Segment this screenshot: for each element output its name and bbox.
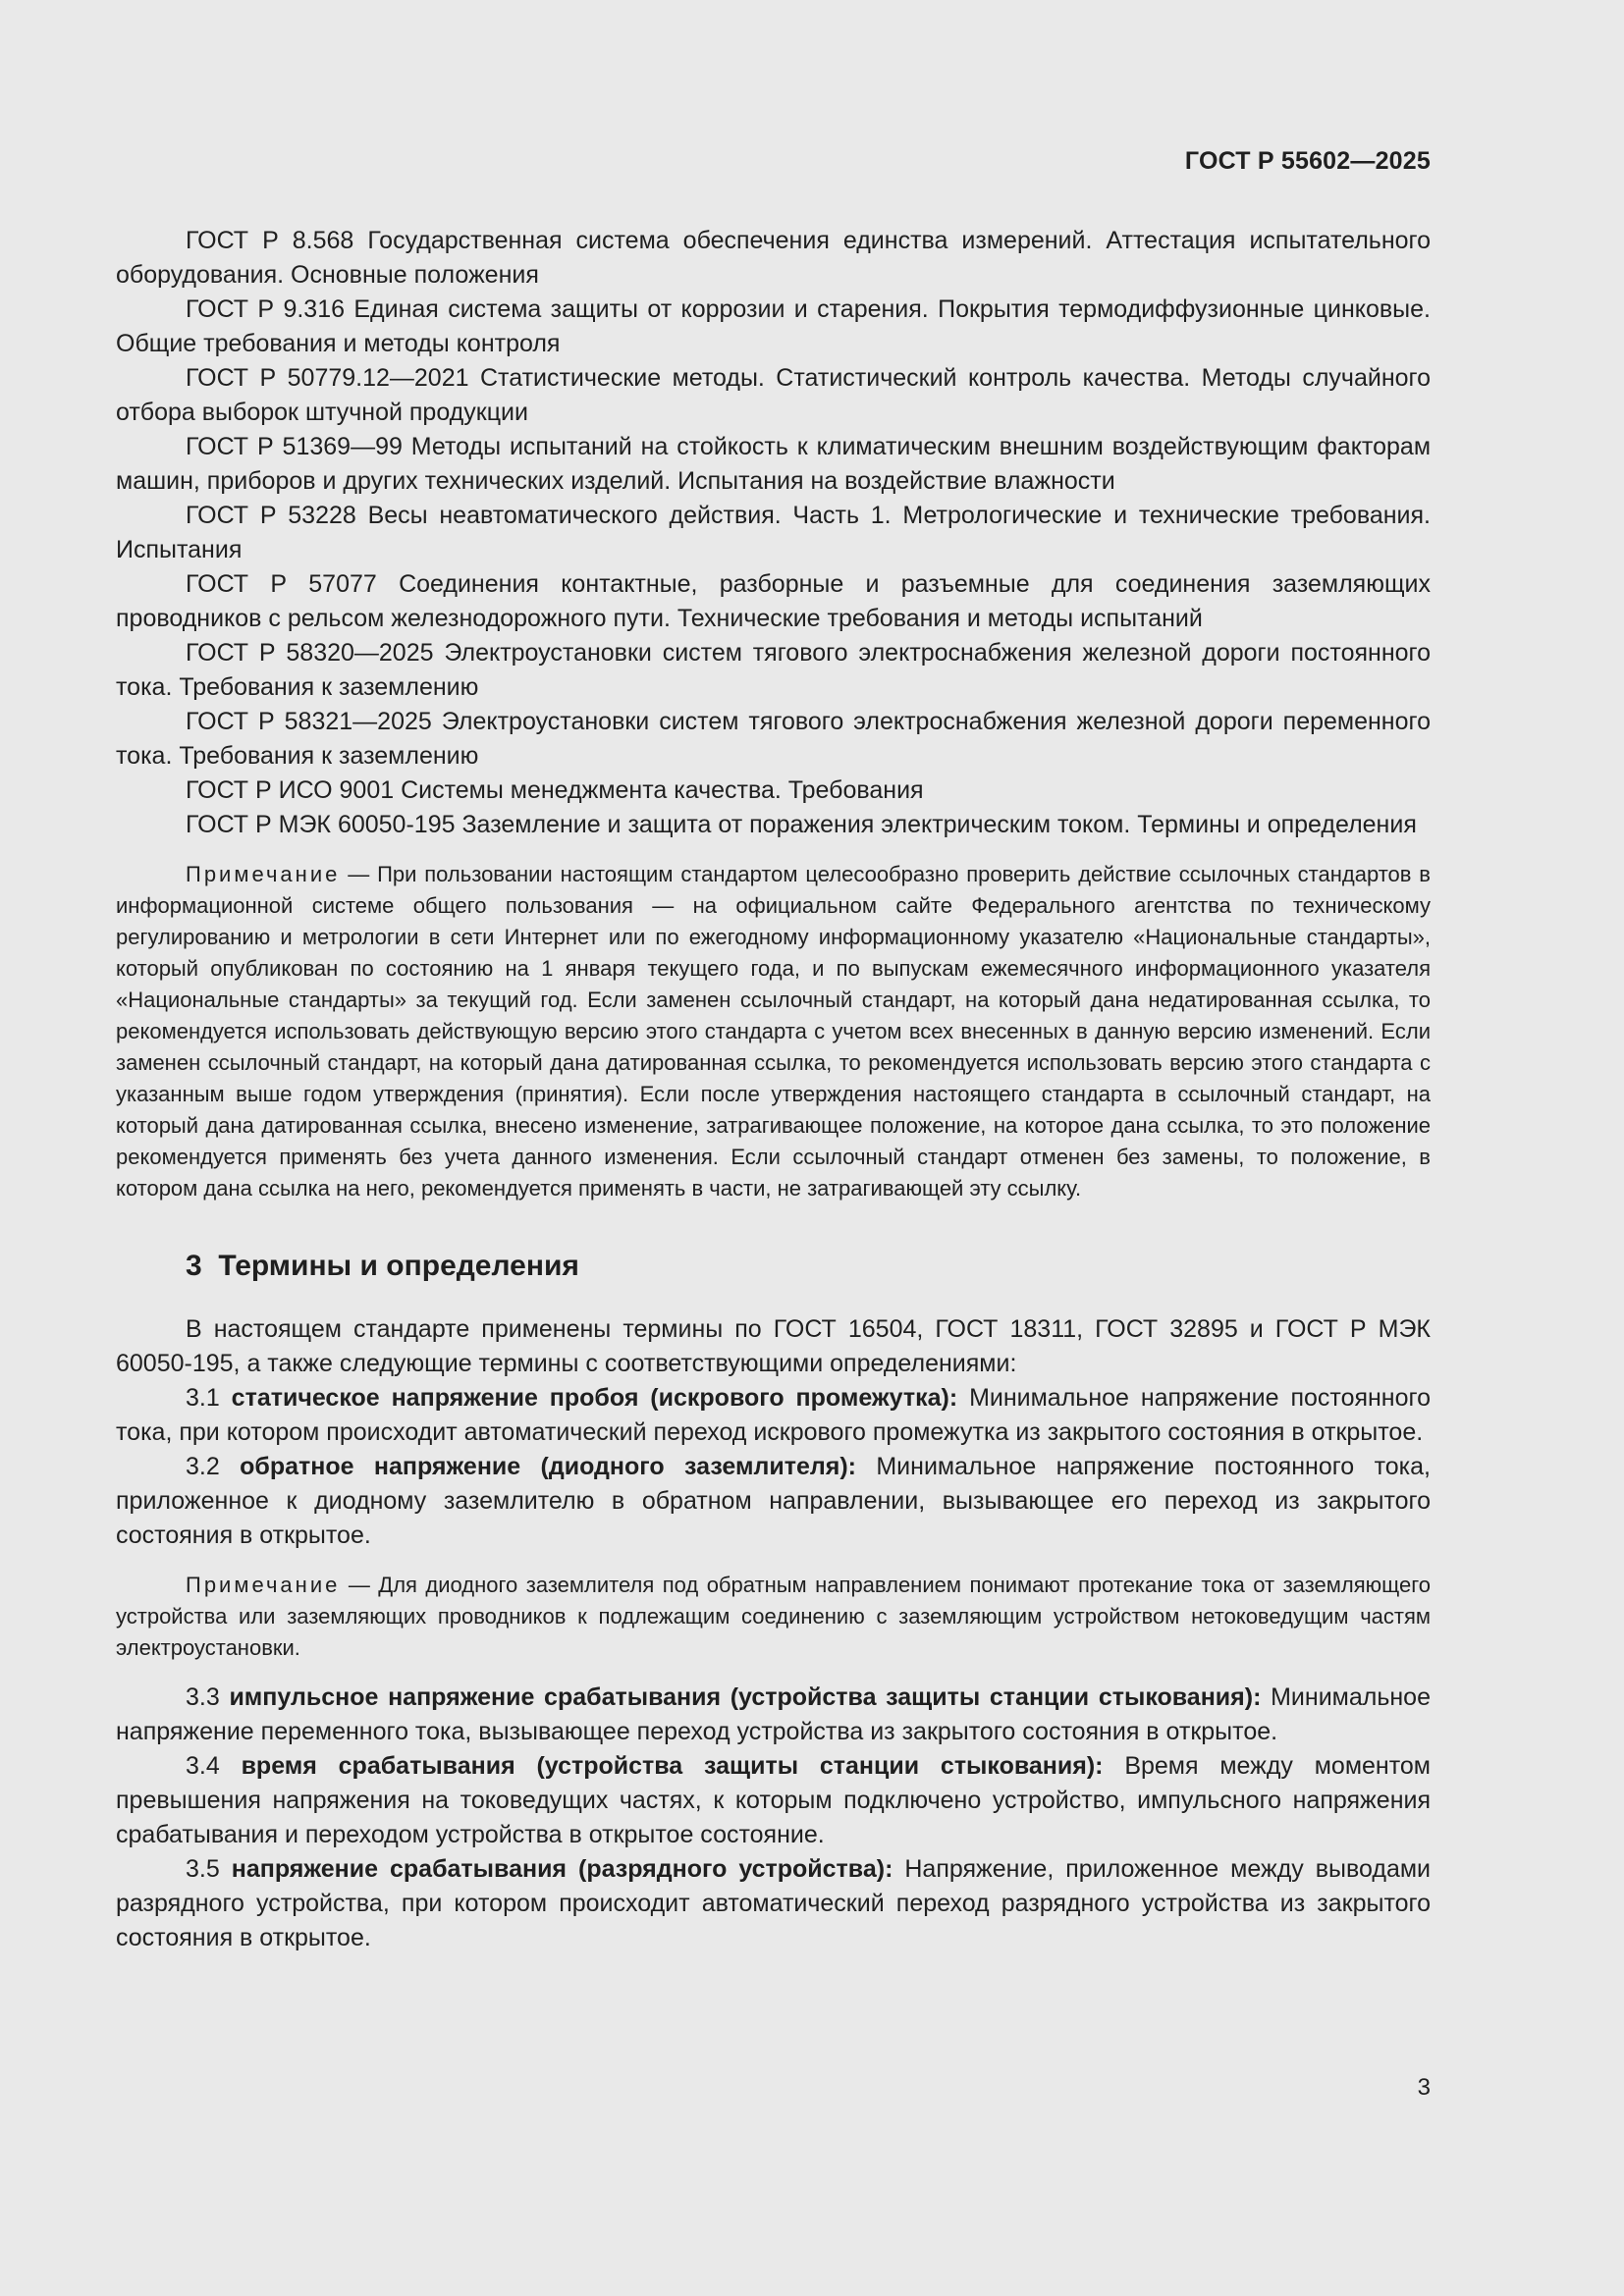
term-name: время срабатывания (устройства защиты станции стыкования): [241, 1752, 1104, 1780]
term-name: обратное напряжение (диодного заземлителя): [240, 1453, 856, 1480]
reference-title: Статистические методы. Статистический контроль качества. Методы случайного отбора выборок штучной продукции [116, 364, 1432, 426]
reference-title: Государственная система обеспечения единства измерений. Аттестация испытательного оборудования. Основные положения [116, 227, 1431, 289]
term-name: напряжение срабатывания (разрядного устройства): [231, 1855, 893, 1883]
section-heading [186, 1247, 1431, 1286]
reference-entry [116, 705, 1431, 774]
reference-title: Единая система защиты от коррозии и старения. Покрытия термодиффузионные цинковые. Общие требования и методы контроля [116, 295, 1431, 357]
term-definition: Минимальное напряжение постоянного тока, при котором происходит автоматический переход искрового промежутка из закрытого состояния в открытое. [116, 1384, 1431, 1446]
reference-entry [116, 430, 1431, 499]
note-label: Примечание [186, 1573, 341, 1597]
reference-code: ГОСТ Р 58321—2025 [186, 708, 432, 735]
page-content [116, 224, 1431, 1955]
reference-entry [116, 567, 1431, 636]
reference-title: Электроустановки систем тягового электроснабжения железной дороги переменного тока. Требования к заземлению [116, 708, 1431, 770]
reference-title: Соединения контактные, разборные и разъемные для соединения заземляющих проводников с рельсом железнодорожного пути. Технические требования и методы испытаний [116, 570, 1431, 632]
reference-code: ГОСТ Р 50779.12—2021 [186, 364, 469, 392]
section-title: Термины и определения [218, 1250, 579, 1282]
note-text: — При пользовании настоящим стандартом целесообразно проверить действие ссылочных стандартов в информационной системе общего пользования — на официальном сайте Федерального агентства по техническому регулированию и метрологии в сети Интернет или по ежегодному информационному указателю «Национальные стандарты», который опубликован по состоянию на 1 января текущего года, и по выпускам ежемесячного информационного указателя «Национальные стандарты» за текущий год. Если заменен ссылочный стандарт, на который дана недатированная ссылка, то рекомендуется использовать действующую версию этого стандарта с учетом всех внесенных в данную версию изменений. Если заменен ссылочный стандарт, на который дана датированная ссылка, то рекомендуется использовать версию этого стандарта с указанным выше годом утверждения (принятия). Если после утверждения настоящего стандарта в ссылочный стандарт, на который дана датированная ссылка, внесено изменение, затрагивающее положение, на которое дана ссылка, то это положение рекомендуется применять без учета данного изменения. Если ссылочный стандарт отменен без замены, то положение, в котором дана ссылка на него, рекомендуется применять в части, не затрагивающей эту ссылку. [116, 862, 1431, 1201]
reference-title: Методы испытаний на стойкость к климатическим внешним воздействующим факторам машин, приборов и других технических изделий. Испытания на воздействие влажности [116, 433, 1432, 495]
term-entry [116, 1381, 1431, 1450]
reference-title: Весы неавтоматического действия. Часть 1. Метрологические и технические требования. Испытания [116, 502, 1431, 563]
page-number: 3 [1417, 2074, 1431, 2101]
reference-code: ГОСТ Р 57077 [186, 570, 377, 598]
term-entry [116, 1450, 1431, 1553]
term-definition: Минимальное напряжение переменного тока, вызывающее переход устройства из закрытого состояния в открытое. [116, 1683, 1431, 1745]
reference-entry [116, 808, 1431, 842]
section-intro: В настоящем стандарте применены термины по ГОСТ 16504, ГОСТ 18311, ГОСТ 32895 и ГОСТ Р МЭК 60050-195, а также следующие термины с соответствующими определениями: [116, 1315, 1431, 1377]
reference-entry [116, 361, 1431, 430]
term-number: 3.3 [186, 1683, 220, 1711]
term-number: 3.2 [186, 1453, 220, 1480]
note-text: — Для диодного заземлителя под обратным направлением понимают протекание тока от заземляющего устройства или заземляющих проводников к подлежащим соединению с заземляющим устройством нетоковедущим частям электроустановки. [116, 1573, 1431, 1660]
term-number: 3.5 [186, 1855, 220, 1883]
reference-title: Системы менеджмента качества. Требования [401, 776, 924, 804]
section-number: 3 [186, 1250, 202, 1282]
reference-entry [116, 293, 1431, 361]
reference-code: ГОСТ Р ИСО 9001 [186, 776, 395, 804]
term-definition: Напряжение, приложенное между выводами разрядного устройства, при котором происходит автоматический переход разрядного устройства из закрытого состояния в открытое. [116, 1855, 1431, 1951]
term-note [116, 1570, 1431, 1664]
term-number: 3.1 [186, 1384, 220, 1412]
term-name: импульсное напряжение срабатывания (устройства защиты станции стыкования): [229, 1683, 1262, 1711]
term-definition: Время между моментом превышения напряжения на токоведущих частях, к которым подключено устройство, импульсного напряжения срабатывания и переходом устройства в открытое состояние. [116, 1752, 1431, 1848]
term-number: 3.4 [186, 1752, 220, 1780]
reference-code: ГОСТ Р 53228 [186, 502, 356, 529]
term-entry [116, 1749, 1431, 1852]
reference-entry [116, 224, 1431, 293]
reference-code: ГОСТ Р 58320—2025 [186, 639, 434, 667]
reference-entry [116, 499, 1431, 567]
term-entry [116, 1852, 1431, 1955]
term-name: статическое напряжение пробоя (искрового промежутка): [231, 1384, 958, 1412]
term-entry [116, 1681, 1431, 1749]
term-definition: Минимальное напряжение постоянного тока, приложенное к диодному заземлителю в обратном направлении, вызывающее его переход из закрытого состояния в открытое. [116, 1453, 1431, 1549]
reference-entry [116, 636, 1431, 705]
reference-code: ГОСТ Р 8.568 [186, 227, 354, 254]
note-label: Примечание [186, 862, 341, 886]
running-header: ГОСТ Р 55602—2025 [1184, 147, 1431, 175]
reference-entry [116, 774, 1431, 808]
reference-title: Электроустановки систем тягового электроснабжения железной дороги постоянного тока. Требования к заземлению [116, 639, 1431, 701]
reference-code: ГОСТ Р МЭК 60050-195 [186, 811, 456, 838]
reference-code: ГОСТ Р 51369—99 [186, 433, 403, 460]
reference-code: ГОСТ Р 9.316 [186, 295, 346, 323]
references-note [116, 859, 1431, 1204]
reference-title: Заземление и защита от поражения электрическим током. Термины и определения [461, 811, 1417, 838]
